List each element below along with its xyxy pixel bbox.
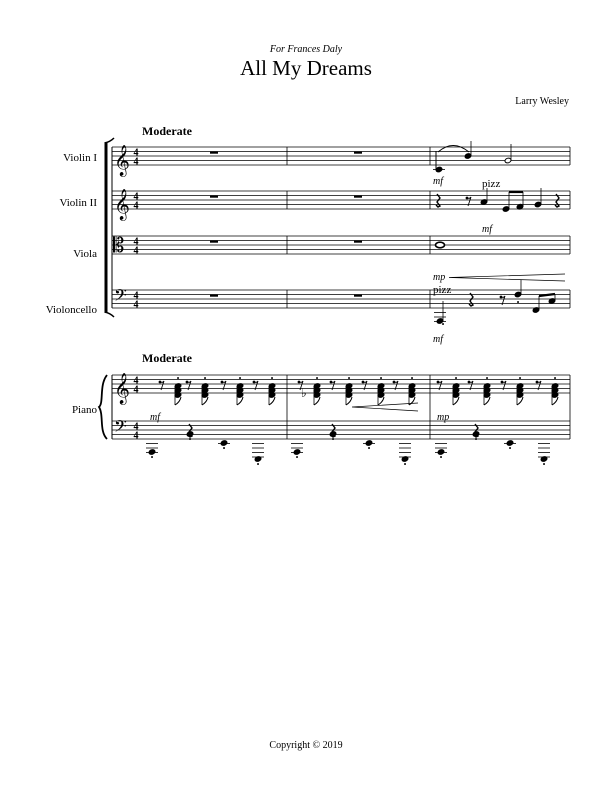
whole-rest bbox=[210, 196, 218, 198]
staccato-dot: • bbox=[403, 460, 407, 469]
time-signature: 4 bbox=[133, 384, 139, 396]
instrument-name: Violin I bbox=[63, 152, 97, 164]
tempo-marking: Moderate bbox=[142, 124, 192, 138]
staccato-dot: • bbox=[150, 453, 154, 462]
whole-rest bbox=[210, 152, 218, 154]
staccato-dot: • bbox=[454, 374, 458, 383]
piano-brace bbox=[99, 375, 107, 439]
staccato-dot: • bbox=[176, 374, 180, 383]
whole-rest bbox=[210, 241, 218, 243]
flag bbox=[517, 397, 523, 405]
dynamic-marking: mf bbox=[433, 334, 443, 345]
bass-clef-icon: 𝄢 bbox=[114, 418, 127, 440]
flag bbox=[484, 397, 490, 405]
flag bbox=[552, 397, 558, 405]
whole-note bbox=[436, 242, 445, 248]
instrument-name: Violoncello bbox=[45, 304, 97, 316]
staccato-dot: • bbox=[508, 444, 512, 453]
staccato-dot: • bbox=[542, 460, 546, 469]
staccato-dot: • bbox=[441, 320, 445, 329]
staccato-dot: • bbox=[238, 374, 242, 383]
flag bbox=[237, 397, 243, 405]
tempo-marking: Moderate bbox=[142, 351, 192, 365]
technique-marking: pizz bbox=[433, 284, 452, 296]
treble-clef-icon: 𝄞 bbox=[114, 145, 130, 175]
time-signature: 4 bbox=[133, 299, 139, 311]
bracket-hook bbox=[105, 138, 115, 143]
bass-clef-icon: 𝄢 bbox=[114, 287, 127, 309]
time-signature: 4 bbox=[133, 290, 139, 302]
whole-rest bbox=[210, 295, 218, 297]
time-signature: 4 bbox=[133, 430, 139, 442]
time-signature: 4 bbox=[133, 245, 139, 257]
quarter-rest bbox=[436, 194, 440, 207]
staccato-dot: • bbox=[516, 298, 520, 307]
dynamic-marking: mp bbox=[437, 412, 450, 423]
dedication: For Frances Daly bbox=[269, 44, 343, 55]
technique-marking: pizz bbox=[482, 178, 501, 190]
flag bbox=[202, 397, 208, 405]
time-signature: 4 bbox=[133, 156, 139, 168]
flag bbox=[346, 397, 352, 405]
copyright-notice: Copyright © 2019 bbox=[269, 740, 343, 751]
flag bbox=[378, 397, 384, 405]
time-signature: 4 bbox=[133, 375, 139, 387]
whole-rest bbox=[354, 152, 362, 154]
dynamic-marking: mf bbox=[150, 412, 160, 423]
staccato-dot: • bbox=[203, 374, 207, 383]
staccato-dot: • bbox=[188, 435, 192, 444]
flag bbox=[269, 397, 275, 405]
crescendo-hairpin bbox=[352, 403, 418, 411]
flag bbox=[453, 397, 459, 405]
quarter-rest bbox=[555, 194, 559, 207]
staccato-dot: • bbox=[474, 435, 478, 444]
notehead bbox=[534, 201, 541, 207]
staccato-dot: • bbox=[439, 453, 443, 462]
staccato-dot: • bbox=[485, 374, 489, 383]
staccato-dot: • bbox=[270, 374, 274, 383]
time-signature: 4 bbox=[133, 421, 139, 433]
notehead bbox=[464, 153, 471, 159]
staccato-dot: • bbox=[256, 460, 260, 469]
alto-clef-icon: 𝄡 bbox=[113, 235, 125, 257]
notehead bbox=[514, 291, 521, 297]
staccato-dot: • bbox=[295, 453, 299, 462]
treble-clef-icon: 𝄞 bbox=[114, 189, 130, 219]
quarter-rest bbox=[469, 293, 473, 306]
instrument-name: Viola bbox=[73, 248, 97, 260]
slur bbox=[438, 146, 469, 153]
bracket-hook bbox=[105, 312, 115, 317]
staccato-dot: • bbox=[379, 374, 383, 383]
staccato-dot: • bbox=[347, 374, 351, 383]
whole-rest bbox=[354, 196, 362, 198]
flag bbox=[314, 397, 320, 405]
time-signature: 4 bbox=[133, 236, 139, 248]
notehead bbox=[502, 206, 509, 212]
instrument-name: Violin II bbox=[59, 197, 97, 209]
crescendo-hairpin bbox=[449, 274, 565, 281]
page-title: All My Dreams bbox=[240, 56, 372, 80]
staccato-dot: • bbox=[315, 374, 319, 383]
time-signature: 4 bbox=[133, 200, 139, 212]
staccato-dot: • bbox=[367, 444, 371, 453]
whole-rest bbox=[354, 295, 362, 297]
staccato-dot: • bbox=[553, 374, 557, 383]
staccato-dot: • bbox=[222, 444, 226, 453]
treble-clef-icon: 𝄞 bbox=[114, 373, 130, 403]
flag bbox=[175, 397, 181, 405]
time-signature: 4 bbox=[133, 191, 139, 203]
dynamic-marking: mf bbox=[482, 224, 492, 235]
instrument-name: Piano bbox=[71, 404, 97, 416]
flat-icon: ♭ bbox=[301, 386, 307, 400]
whole-rest bbox=[354, 241, 362, 243]
staccato-dot: • bbox=[331, 435, 335, 444]
staccato-dot: • bbox=[410, 374, 414, 383]
dynamic-marking: mp bbox=[433, 272, 446, 283]
staccato-dot: • bbox=[518, 374, 522, 383]
time-signature: 4 bbox=[133, 147, 139, 159]
composer-name: Larry Wesley bbox=[515, 96, 569, 107]
half-note bbox=[504, 157, 511, 163]
dynamic-marking: mf bbox=[433, 176, 443, 187]
